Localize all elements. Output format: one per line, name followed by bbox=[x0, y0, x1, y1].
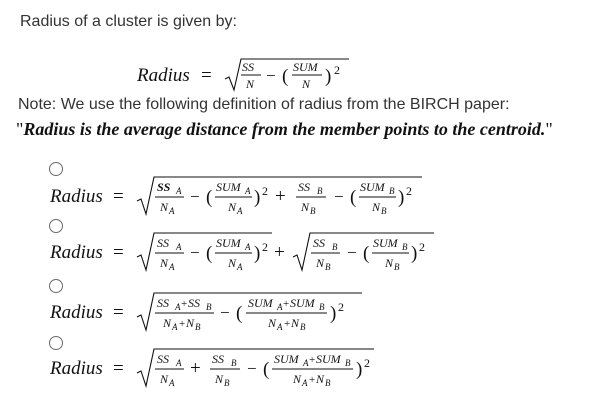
opt-c-n2-sub: B bbox=[195, 322, 201, 332]
opt-b-n: N bbox=[160, 256, 169, 270]
opt-c-sum1-sub: A bbox=[277, 302, 283, 312]
opt-b-sum-sub: A bbox=[245, 242, 251, 252]
opt-a-nb2-sub: B bbox=[381, 206, 387, 216]
opt-d-ss2-sub: B bbox=[231, 358, 237, 368]
opt-b-sq1: 2 bbox=[262, 240, 268, 254]
opt-c-paren-open: ( bbox=[236, 303, 243, 324]
question-note: Note: We use the following definition of radius from the BIRCH paper: bbox=[18, 96, 510, 113]
opt-b-eq: = bbox=[113, 242, 124, 263]
opt-d-sum1-sub: A bbox=[303, 358, 309, 368]
opt-c-sum2: SUM bbox=[290, 296, 315, 310]
opt-d-ss1: SS bbox=[157, 352, 169, 366]
formula-close-paren: ) bbox=[325, 66, 332, 87]
opt-a-plus: + bbox=[275, 186, 286, 207]
opt-c-n1-sub: A bbox=[172, 322, 178, 332]
opt-a-paren-open2: ( bbox=[350, 187, 357, 208]
opt-b-ss-sub: A bbox=[176, 242, 182, 252]
opt-c-lhs: Radius bbox=[50, 302, 103, 323]
opt-d-eq: = bbox=[113, 358, 124, 379]
opt-b-nb2: N bbox=[385, 256, 394, 270]
opt-d-sum1: SUM bbox=[274, 352, 299, 366]
opt-c-n4-sub: B bbox=[300, 322, 306, 332]
opt-b-minus1: − bbox=[190, 243, 200, 262]
main-radius-formula bbox=[137, 57, 367, 93]
option-c-formula[interactable] bbox=[50, 290, 380, 334]
opt-b-sq2: 2 bbox=[419, 240, 425, 254]
opt-a-sq2: 2 bbox=[406, 184, 412, 198]
opt-c-minus: − bbox=[220, 303, 230, 322]
option-a-formula[interactable] bbox=[50, 174, 440, 218]
opt-b-paren-close2: ) bbox=[411, 243, 418, 264]
formula-n2: N bbox=[302, 77, 311, 91]
opt-b-minus2: − bbox=[347, 243, 357, 262]
opt-a-nb: N bbox=[301, 200, 310, 214]
opt-b-sumb-sub: B bbox=[402, 242, 408, 252]
opt-d-n3-sub: A bbox=[302, 378, 308, 388]
opt-b-sum: SUM bbox=[216, 236, 241, 250]
formula-minus: − bbox=[266, 66, 276, 85]
opt-c-plus-bot: + bbox=[179, 318, 186, 330]
formula-open-paren: ( bbox=[282, 66, 289, 87]
opt-a-eq: = bbox=[113, 186, 124, 207]
quote-text: Radius is the average distance from the member points to the centroid. bbox=[23, 119, 546, 139]
opt-d-n1: N bbox=[160, 372, 169, 386]
opt-d-n2-sub: B bbox=[224, 378, 230, 388]
opt-b-n2-sub: A bbox=[237, 262, 243, 272]
opt-c-n3: N bbox=[268, 316, 277, 330]
opt-b-n-sub: A bbox=[169, 262, 175, 272]
opt-d-minus: − bbox=[247, 359, 257, 378]
opt-c-paren-close: ) bbox=[330, 303, 337, 324]
opt-d-plus-top: + bbox=[309, 354, 316, 366]
opt-a-paren-close2: ) bbox=[398, 187, 405, 208]
opt-a-sum-sub: A bbox=[245, 186, 251, 196]
opt-c-ss2-sub: B bbox=[206, 302, 212, 312]
opt-a-ssb: SS bbox=[298, 180, 310, 194]
opt-a-nb-sub: B bbox=[310, 206, 316, 216]
opt-c-ss2: SS bbox=[188, 296, 200, 310]
formula-sum: SUM bbox=[293, 60, 318, 74]
question-intro: Radius of a cluster is given by: bbox=[20, 13, 237, 30]
opt-a-sumb-sub: B bbox=[389, 186, 395, 196]
opt-b-ssb-sub: B bbox=[332, 242, 338, 252]
opt-b-nb: N bbox=[316, 256, 325, 270]
opt-d-sq: 2 bbox=[364, 356, 370, 370]
opt-a-n: N bbox=[160, 200, 169, 214]
opt-c-ss1: SS bbox=[157, 296, 169, 310]
opt-b-nb-sub: B bbox=[325, 262, 331, 272]
opt-b-lhs: Radius bbox=[50, 242, 103, 263]
opt-c-sum1: SUM bbox=[248, 296, 273, 310]
opt-a-sumb: SUM bbox=[360, 180, 385, 194]
opt-d-paren-open: ( bbox=[263, 359, 270, 380]
opt-d-n3: N bbox=[293, 372, 302, 386]
option-d-formula[interactable] bbox=[50, 346, 390, 390]
opt-d-paren-close: ) bbox=[356, 359, 363, 380]
opt-c-plus-top: + bbox=[181, 298, 188, 310]
quote-open: " bbox=[16, 119, 24, 139]
opt-c-ss1-sub: A bbox=[175, 302, 181, 312]
opt-a-sq1: 2 bbox=[262, 184, 268, 198]
opt-c-n4: N bbox=[291, 316, 300, 330]
formula-ss: SS bbox=[242, 60, 254, 74]
opt-a-sum: SUM bbox=[216, 180, 241, 194]
option-b-formula[interactable] bbox=[50, 230, 450, 274]
opt-a-lhs: Radius bbox=[50, 186, 103, 207]
formula-eq: = bbox=[201, 65, 212, 86]
opt-c-n1: N bbox=[163, 316, 172, 330]
opt-b-ss: SS bbox=[157, 236, 169, 250]
quote-close: " bbox=[545, 119, 553, 139]
opt-d-n4-sub: B bbox=[325, 378, 331, 388]
opt-d-lhs: Radius bbox=[50, 358, 103, 379]
opt-a-n2-sub: A bbox=[237, 206, 243, 216]
opt-c-sum2-sub: B bbox=[319, 302, 325, 312]
opt-a-ss-sub: A bbox=[176, 186, 182, 196]
opt-b-plus: + bbox=[274, 242, 285, 263]
formula-n: N bbox=[246, 77, 255, 91]
opt-b-nb2-sub: B bbox=[394, 262, 400, 272]
formula-lhs: Radius bbox=[137, 65, 190, 86]
opt-a-ss: SS bbox=[157, 180, 171, 194]
opt-a-n-sub: A bbox=[169, 206, 175, 216]
opt-d-ss2: SS bbox=[212, 352, 224, 366]
opt-b-paren-open2: ( bbox=[363, 243, 370, 264]
opt-b-n2: N bbox=[228, 256, 237, 270]
formula-square: 2 bbox=[334, 63, 340, 77]
opt-c-n2: N bbox=[186, 316, 195, 330]
opt-a-paren-open: ( bbox=[206, 187, 213, 208]
opt-c-plus-top2: + bbox=[283, 298, 290, 310]
opt-d-n4: N bbox=[316, 372, 325, 386]
opt-b-ssb: SS bbox=[313, 236, 325, 250]
opt-d-plus: + bbox=[190, 358, 201, 379]
opt-c-plus-bot2: + bbox=[284, 318, 291, 330]
opt-c-n3-sub: A bbox=[277, 322, 283, 332]
opt-c-eq: = bbox=[113, 302, 124, 323]
opt-a-ssb-sub: B bbox=[317, 186, 323, 196]
opt-d-n2: N bbox=[215, 372, 224, 386]
opt-b-paren-close: ) bbox=[254, 243, 261, 264]
opt-a-paren-close: ) bbox=[254, 187, 261, 208]
opt-c-sq: 2 bbox=[338, 300, 344, 314]
opt-a-n2: N bbox=[228, 200, 237, 214]
opt-d-ss1-sub: A bbox=[176, 358, 182, 368]
birch-quote bbox=[16, 119, 553, 140]
opt-a-minus1: − bbox=[190, 187, 200, 206]
opt-d-plus-bot: + bbox=[309, 374, 316, 386]
opt-b-paren-open: ( bbox=[206, 243, 213, 264]
opt-d-sum2-sub: B bbox=[345, 358, 351, 368]
opt-b-sumb: SUM bbox=[373, 236, 398, 250]
opt-a-nb2: N bbox=[372, 200, 381, 214]
opt-a-minus2: − bbox=[334, 187, 344, 206]
opt-d-n1-sub: A bbox=[169, 378, 175, 388]
opt-d-sum2: SUM bbox=[316, 352, 341, 366]
